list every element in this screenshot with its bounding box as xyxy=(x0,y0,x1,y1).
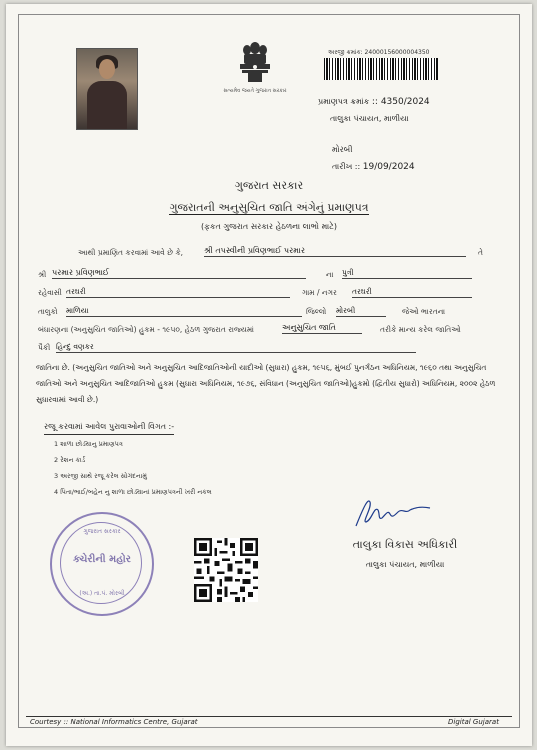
barcode xyxy=(324,58,438,80)
legal-paragraph: જાતિના છે. (અનુસુચિત જાતિઓ અને અનુસુચિત આદિજાતિઓની યાદીઓ (સુધારા) હુકમ, ૧૯૫૬, મુંબઈ પુનર્ગઠન અધિનિયમ, ૧૯૬૦ તથા અનુસુચિત જાતિઓ અને અનુસુચિત આદિજાતિઓ હુકમ (સુધારા અધિનિયમ, ૧૯૭૬, સંવિધાન (અનુસુચિત જાતિઓ)હુકમો (દ્વિતીય સુધારો) અધિનિયમ, ૨૦૦૨ હેઠળ સુધારવામાં આવી છે.) xyxy=(36,363,496,404)
cert-number-row: પ્રમાણપત્ર ક્રમાંક :: 4350/2024 xyxy=(318,97,430,107)
cert-number: :: 4350/2024 xyxy=(371,97,430,107)
certificate-note: (ફકત ગુજરાત સરકાર હેઠળના લાભો માટે) xyxy=(201,222,337,231)
footer-brand: Digital Gujarat xyxy=(448,718,499,726)
issuing-district: મોરબી xyxy=(332,145,353,154)
document-item: 1 શાળા છોડ્યાનુ પ્રમાણપત્ર xyxy=(54,440,123,448)
date-row: તારીખ :: 19/09/2024 xyxy=(332,162,415,172)
issuing-office: તાલુકા પંચાયત, માળીયા xyxy=(330,114,409,123)
resident-label: રહેવાસી xyxy=(38,288,62,297)
intro-text: આથી પ્રમાણિત કરવામાં આવે છે કે, xyxy=(78,248,184,257)
state-emblem-icon xyxy=(228,36,282,86)
father-name: પરમાર પ્રવિણભાઈ xyxy=(52,268,306,279)
applicant-photo xyxy=(76,48,138,130)
emblem-caption: સત્યમેવ જયતે ગુજરાત સરકાર xyxy=(223,88,287,94)
footer-rule xyxy=(26,716,512,717)
district-value: મોરબી xyxy=(336,306,386,317)
document-item: 4 પિતા/ભાઈ/બહેન નુ શાળા છોડ્યાનાં પ્રમાણપત્રની ખરી નકલ xyxy=(54,488,212,496)
office-seal: ગુજરાત સરકાર ક્ચેરીની મહોર (અ.) તા.પં. મોરબી xyxy=(50,512,154,616)
na-text: ના xyxy=(326,270,334,279)
caste-value: હિન્દુ વણકર xyxy=(56,342,416,353)
caste-type: અનુસુચિત જાતિ xyxy=(282,323,362,334)
officer-signature xyxy=(350,492,436,532)
village-label: ગામ / નગર xyxy=(302,288,337,297)
document-item: 2 રેશન કાર્ડ xyxy=(54,456,86,464)
officer-office: તાલુકા પંચાયત, માળીયા xyxy=(365,560,445,569)
footer-courtesy: Courtesy :: National Informatics Centre, Gujarat xyxy=(30,718,198,726)
applicant-name: શ્રી તપસ્વીની પ્રવિણભાઈ પરમાર xyxy=(204,246,466,257)
district-label: જિલ્લો xyxy=(306,307,327,316)
issue-date: 19/09/2024 xyxy=(362,162,415,172)
officer-title: તાલુકા વિકાસ અધિકારી xyxy=(352,538,458,551)
certificate-title: ગુજરાતની અનુસુચિત જાતિ અંગેનું પ્રમાણપત્ર xyxy=(169,201,369,214)
india-label: જેઓ ભારતના xyxy=(402,307,446,316)
te-text: તે xyxy=(478,248,483,257)
caste-prefix: પૈકી xyxy=(38,343,51,352)
taluka-label: તાલુકો xyxy=(38,307,58,316)
village-value: તરઘરી xyxy=(352,287,472,298)
shri-text: શ્રી xyxy=(38,270,47,279)
taluka-value: માળિયા xyxy=(66,306,302,317)
constitution-label: બંધારણના (અનુસુચિત જાતિઓ) હુકમ - ૧૯૫૦, હેઠળ ગુજરાત રાજ્યમાં xyxy=(38,325,254,334)
certificate-page xyxy=(6,4,532,746)
recognized-label: તરીકે માન્ય કરેલ જાતિઓ xyxy=(380,325,461,334)
qr-code xyxy=(194,538,258,602)
govt-title: ગુજરાત સરકાર xyxy=(234,179,304,192)
document-item: 3 અરજી સાથે રજૂ કરેલ સોગંદનામું xyxy=(54,472,147,480)
documents-heading: રજૂ કરવામાં આવેલ પુરાવાઓની વિગત :- xyxy=(44,422,174,435)
application-number: અરજી ક્રમાંક: 24000156000004350 xyxy=(328,49,430,56)
resident-value: તરઘરી xyxy=(66,287,290,298)
relation: પુત્રી xyxy=(342,268,472,279)
